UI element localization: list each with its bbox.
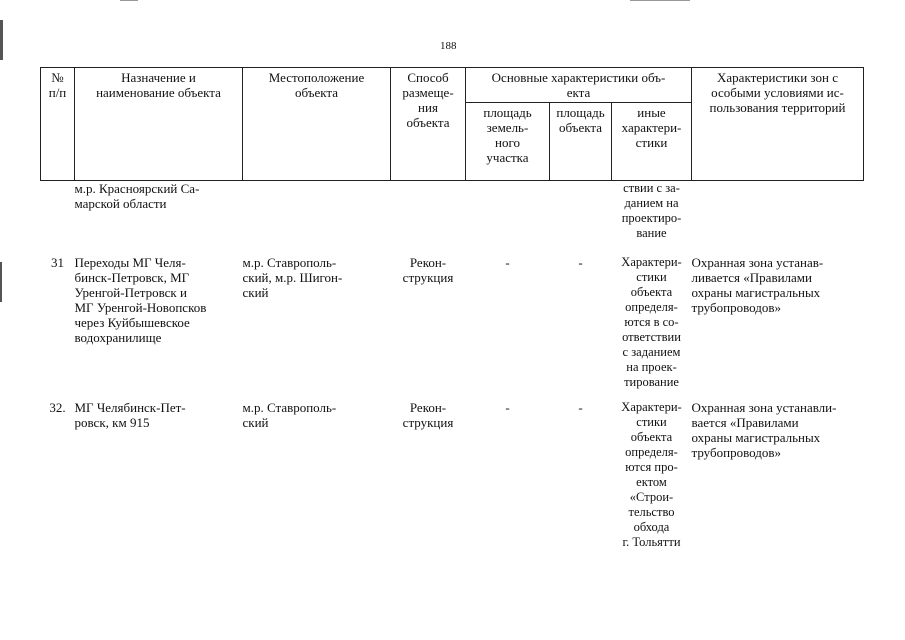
cell-num: 31 (51, 255, 64, 270)
scan-mark (120, 0, 138, 1)
cell-method: Рекон- струкция (402, 255, 454, 285)
page-number: 188 (440, 40, 457, 52)
table-row (41, 181, 864, 242)
header-other-characteristics: иные характери- стики (612, 103, 692, 181)
cell-land-area (466, 181, 550, 242)
header-zones: Характеристики зон с особыми условиями ис- пользования территорий (692, 68, 864, 181)
table-header (41, 68, 864, 181)
cell-name: Переходы МГ Челя- бинск-Петровск, МГ Уренгой-Петровск и МГ Уренгой-Новопсков через Куйбышевское водохранилище (74, 255, 207, 345)
cell-location (243, 181, 391, 242)
cell-num (41, 181, 75, 242)
cell-method: Рекон- струкция (402, 400, 454, 430)
cell-location: м.р. Ставрополь- ский, м.р. Шигон- ский (242, 255, 343, 300)
cell-land-area: - (505, 255, 510, 270)
cell-other: Характери- стики объекта определя- ются про- ектом «Строи- тельство обхода г. Тольятти (621, 400, 682, 549)
header-location: Местоположение объекта (243, 68, 391, 181)
cell-object-area: - (578, 400, 583, 415)
objects-table (40, 67, 864, 550)
scan-edge-mark (0, 20, 3, 60)
cell-name: МГ Челябинск-Пет- ровск, км 915 (74, 400, 186, 430)
cell-other: Характери- стики объекта определя- ются в со- ответствии с заданием на проек- тирование (621, 255, 682, 389)
cell-zones: Охранная зона устанавли- вается «Правилами охраны магистральных трубопроводов» (691, 400, 837, 460)
scan-edge-mark (0, 262, 2, 302)
header-land-area: площадь земель- ного участка (466, 103, 550, 181)
table-row (41, 400, 864, 550)
table-row (41, 255, 864, 390)
cell-zones (692, 181, 864, 242)
cell-name: м.р. Красноярский Са- марской области (74, 181, 200, 211)
cell-method (391, 181, 466, 242)
cell-zones: Охранная зона устанав- ливается «Правилами охраны магистральных трубопроводов» (691, 255, 824, 315)
cell-land-area: - (505, 400, 510, 415)
header-main-characteristics: Основные характеристики объ- екта (466, 68, 692, 103)
cell-object-area: - (578, 255, 583, 270)
header-name: Назначение и наименование объекта (75, 68, 243, 181)
cell-object-area (550, 181, 612, 242)
scan-mark (630, 0, 690, 1)
cell-other: ствии с за- данием на проектиро- вание (621, 181, 682, 240)
header-method: Способ размеще- ния объекта (391, 68, 466, 181)
cell-num: 32. (49, 400, 66, 415)
header-object-area: площадь объекта (550, 103, 612, 181)
cell-location: м.р. Ставрополь- ский (242, 400, 337, 430)
header-num: № п/п (41, 68, 75, 181)
